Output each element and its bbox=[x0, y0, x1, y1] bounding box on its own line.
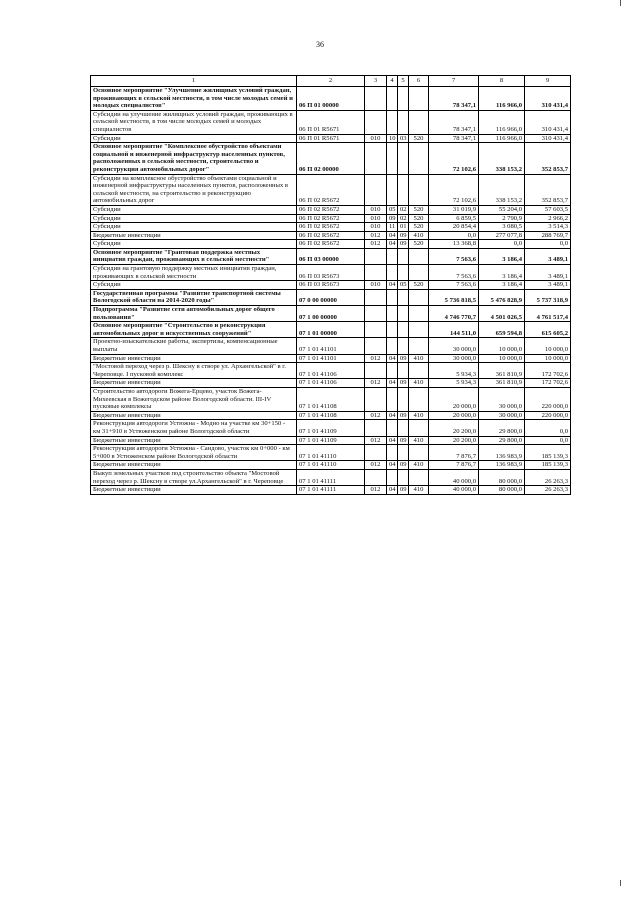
row-value-2021-cell: 10 000,0 bbox=[525, 354, 571, 363]
row-name-cell: Субсидии bbox=[91, 134, 297, 143]
row-section-cell: 04 bbox=[387, 354, 398, 363]
row-ved-cell bbox=[365, 306, 387, 322]
row-subsection-cell bbox=[398, 469, 409, 485]
row-type-cell: 410 bbox=[409, 411, 429, 420]
table-row bbox=[91, 248, 571, 264]
row-subsection-cell: 01 bbox=[398, 223, 409, 232]
row-name-cell: Бюджетные инвестиции bbox=[91, 436, 297, 445]
row-ved-cell: 012 bbox=[365, 486, 387, 495]
row-value-2019-cell: 78 347,1 bbox=[429, 87, 479, 111]
row-section-cell: 09 bbox=[387, 214, 398, 223]
row-section-cell bbox=[387, 338, 398, 354]
row-section-cell: 04 bbox=[387, 411, 398, 420]
row-name-cell: Строительство автодороги Вожега-Ерцево, участок Вожега-Михеевская в Вожегодском районе Вологодской области. III-IV пусковые комплексы bbox=[91, 387, 297, 411]
row-ved-cell: 012 bbox=[365, 411, 387, 420]
row-name-cell: Основное мероприятие "Комплексное обустройство объектами социальной и инженерной инфраструктур населенных пунктов, расположенных в сельской местности, строительство и реконструкция автомобильных дорог" bbox=[91, 143, 297, 174]
row-code-cell: 06 П 03 R5673 bbox=[297, 281, 365, 290]
table-row bbox=[91, 205, 571, 214]
row-code-cell: 06 П 02 R5672 bbox=[297, 214, 365, 223]
table-row bbox=[91, 281, 571, 290]
row-section-cell bbox=[387, 87, 398, 111]
column-header: 6 bbox=[409, 76, 429, 87]
row-type-cell: 520 bbox=[409, 134, 429, 143]
row-code-cell: 07 1 01 41106 bbox=[297, 363, 365, 379]
row-subsection-cell bbox=[398, 445, 409, 461]
row-section-cell bbox=[387, 363, 398, 379]
row-value-2021-cell: 185 139,3 bbox=[525, 461, 571, 470]
row-ved-cell: 010 bbox=[365, 205, 387, 214]
table-row bbox=[91, 214, 571, 223]
page-number: 36 bbox=[316, 40, 324, 49]
row-value-2021-cell: 172 702,6 bbox=[525, 379, 571, 388]
row-subsection-cell: 09 bbox=[398, 461, 409, 470]
row-value-2020-cell: 116 966,0 bbox=[479, 110, 525, 134]
row-value-2021-cell: 26 263,3 bbox=[525, 486, 571, 495]
row-value-2020-cell: 29 800,0 bbox=[479, 436, 525, 445]
row-value-2020-cell: 30 000,0 bbox=[479, 387, 525, 411]
row-type-cell bbox=[409, 420, 429, 436]
row-ved-cell bbox=[365, 87, 387, 111]
table-row bbox=[91, 231, 571, 240]
row-value-2019-cell: 30 000,0 bbox=[429, 354, 479, 363]
table-row bbox=[91, 306, 571, 322]
row-value-2021-cell: 0,0 bbox=[525, 240, 571, 249]
row-name-cell: Основное мероприятие "Улучшение жилищных условий граждан, проживающих в сельской местности, в том числе молодых семей и молодых специалистов" bbox=[91, 87, 297, 111]
row-section-cell bbox=[387, 248, 398, 264]
row-subsection-cell: 03 bbox=[398, 134, 409, 143]
row-value-2019-cell: 13 368,8 bbox=[429, 240, 479, 249]
row-subsection-cell bbox=[398, 363, 409, 379]
row-value-2021-cell: 172 702,6 bbox=[525, 363, 571, 379]
row-value-2021-cell: 288 769,7 bbox=[525, 231, 571, 240]
row-value-2019-cell: 30 000,0 bbox=[429, 338, 479, 354]
row-subsection-cell: 09 bbox=[398, 379, 409, 388]
row-name-cell: Выкуп земельных участков под строительство объекта "Мостовой переход через р. Шексну в створе ул.Архангельской" в г. Череповце bbox=[91, 469, 297, 485]
table-row bbox=[91, 174, 571, 205]
row-value-2019-cell: 0,0 bbox=[429, 231, 479, 240]
row-ved-cell bbox=[365, 143, 387, 174]
row-ved-cell: 012 bbox=[365, 354, 387, 363]
row-ved-cell: 012 bbox=[365, 231, 387, 240]
row-name-cell: Подпрограмма "Развитие сети автомобильных дорог общего пользования" bbox=[91, 306, 297, 322]
row-section-cell: 04 bbox=[387, 379, 398, 388]
row-type-cell bbox=[409, 469, 429, 485]
row-value-2020-cell: 80 000,0 bbox=[479, 469, 525, 485]
row-code-cell: 07 1 01 41108 bbox=[297, 411, 365, 420]
row-value-2019-cell: 78 347,1 bbox=[429, 134, 479, 143]
row-type-cell bbox=[409, 289, 429, 305]
row-name-cell: Государственная программа "Развитие транспортной системы Вологодской области на 2014-2020 годы" bbox=[91, 289, 297, 305]
row-code-cell: 06 П 01 00000 bbox=[297, 87, 365, 111]
column-header: 4 bbox=[387, 76, 398, 87]
row-type-cell: 410 bbox=[409, 436, 429, 445]
row-type-cell bbox=[409, 143, 429, 174]
row-value-2020-cell: 10 000,0 bbox=[479, 354, 525, 363]
row-section-cell: 05 bbox=[387, 205, 398, 214]
row-value-2020-cell: 2 790,9 bbox=[479, 214, 525, 223]
column-header: 2 bbox=[297, 76, 365, 87]
row-type-cell: 410 bbox=[409, 379, 429, 388]
row-ved-cell bbox=[365, 289, 387, 305]
row-value-2021-cell: 3 514,3 bbox=[525, 223, 571, 232]
row-ved-cell bbox=[365, 445, 387, 461]
scan-edge-mark bbox=[620, 880, 621, 886]
row-subsection-cell: 09 bbox=[398, 231, 409, 240]
row-name-cell: "Мостовой переход через р. Шексну в створе ул. Архангельской" в г. Череповце. I пусковой комплекс bbox=[91, 363, 297, 379]
row-value-2021-cell: 57 603,5 bbox=[525, 205, 571, 214]
row-value-2020-cell: 338 153,2 bbox=[479, 174, 525, 205]
row-section-cell: 04 bbox=[387, 436, 398, 445]
table-row bbox=[91, 322, 571, 338]
row-code-cell: 07 0 00 00000 bbox=[297, 289, 365, 305]
row-value-2019-cell: 78 347,1 bbox=[429, 110, 479, 134]
row-type-cell bbox=[409, 387, 429, 411]
row-type-cell: 410 bbox=[409, 231, 429, 240]
table-row bbox=[91, 223, 571, 232]
row-value-2020-cell: 0,0 bbox=[479, 240, 525, 249]
table-row bbox=[91, 110, 571, 134]
row-code-cell: 07 1 01 41109 bbox=[297, 420, 365, 436]
row-name-cell: Бюджетные инвестиции bbox=[91, 461, 297, 470]
row-subsection-cell bbox=[398, 248, 409, 264]
row-ved-cell: 012 bbox=[365, 461, 387, 470]
row-type-cell bbox=[409, 363, 429, 379]
row-value-2019-cell: 7 563,6 bbox=[429, 265, 479, 281]
row-ved-cell: 010 bbox=[365, 281, 387, 290]
table-row bbox=[91, 469, 571, 485]
row-value-2020-cell: 55 204,0 bbox=[479, 205, 525, 214]
row-value-2020-cell: 659 594,8 bbox=[479, 322, 525, 338]
row-code-cell: 06 П 02 R5672 bbox=[297, 240, 365, 249]
row-code-cell: 06 П 01 R5671 bbox=[297, 134, 365, 143]
row-ved-cell: 010 bbox=[365, 214, 387, 223]
row-value-2021-cell: 3 489,1 bbox=[525, 265, 571, 281]
table-row bbox=[91, 143, 571, 174]
table-row bbox=[91, 87, 571, 111]
row-value-2019-cell: 7 876,7 bbox=[429, 461, 479, 470]
column-header: 5 bbox=[398, 76, 409, 87]
row-type-cell bbox=[409, 265, 429, 281]
row-ved-cell bbox=[365, 248, 387, 264]
column-header: 9 bbox=[525, 76, 571, 87]
row-value-2019-cell: 144 511,0 bbox=[429, 322, 479, 338]
table-row bbox=[91, 265, 571, 281]
row-section-cell: 04 bbox=[387, 281, 398, 290]
row-ved-cell bbox=[365, 174, 387, 205]
row-value-2020-cell: 136 983,9 bbox=[479, 445, 525, 461]
table-row bbox=[91, 486, 571, 495]
row-section-cell: 10 bbox=[387, 134, 398, 143]
row-value-2019-cell: 72 102,6 bbox=[429, 143, 479, 174]
row-value-2021-cell: 220 000,0 bbox=[525, 387, 571, 411]
row-subsection-cell: 09 bbox=[398, 240, 409, 249]
row-name-cell: Бюджетные инвестиции bbox=[91, 231, 297, 240]
table-row bbox=[91, 445, 571, 461]
row-name-cell: Реконструкция автодороги Устюжна - Модно на участке км 30+150 - км 31+910 в Устюженском районе Вологодской области bbox=[91, 420, 297, 436]
table-row bbox=[91, 354, 571, 363]
row-subsection-cell bbox=[398, 110, 409, 134]
row-ved-cell: 012 bbox=[365, 240, 387, 249]
row-type-cell: 520 bbox=[409, 281, 429, 290]
row-section-cell bbox=[387, 387, 398, 411]
row-subsection-cell: 09 bbox=[398, 411, 409, 420]
row-name-cell: Субсидии на грантовую поддержку местных инициатив граждан, проживающих в сельской местности bbox=[91, 265, 297, 281]
row-value-2020-cell: 136 983,9 bbox=[479, 461, 525, 470]
row-name-cell: Бюджетные инвестиции bbox=[91, 411, 297, 420]
row-value-2020-cell: 80 000,0 bbox=[479, 486, 525, 495]
row-ved-cell bbox=[365, 338, 387, 354]
row-value-2021-cell: 26 263,3 bbox=[525, 469, 571, 485]
table-row bbox=[91, 379, 571, 388]
table-row bbox=[91, 411, 571, 420]
table-row bbox=[91, 338, 571, 354]
row-subsection-cell: 02 bbox=[398, 205, 409, 214]
row-name-cell: Субсидии bbox=[91, 223, 297, 232]
row-subsection-cell: 02 bbox=[398, 214, 409, 223]
table-row bbox=[91, 436, 571, 445]
row-name-cell: Субсидии bbox=[91, 240, 297, 249]
row-type-cell: 520 bbox=[409, 214, 429, 223]
row-section-cell bbox=[387, 143, 398, 174]
row-subsection-cell bbox=[398, 143, 409, 174]
budget-table bbox=[90, 75, 571, 495]
row-value-2019-cell: 31 019,9 bbox=[429, 205, 479, 214]
column-header: 7 bbox=[429, 76, 479, 87]
row-type-cell: 410 bbox=[409, 354, 429, 363]
row-section-cell bbox=[387, 174, 398, 205]
row-name-cell: Субсидии на комплексное обустройство объектами социальной и инженерной инфраструктуры населенных пунктов, расположенных в сельской местности, на строительство и реконструкцию автомобильных дорог bbox=[91, 174, 297, 205]
row-section-cell bbox=[387, 469, 398, 485]
row-code-cell: 06 П 02 R5672 bbox=[297, 231, 365, 240]
row-subsection-cell bbox=[398, 174, 409, 205]
row-code-cell: 06 П 01 R5671 bbox=[297, 110, 365, 134]
row-name-cell: Основное мероприятие "Строительство и реконструкция автомобильных дорог и искусственных сооружений" bbox=[91, 322, 297, 338]
row-code-cell: 06 П 02 R5672 bbox=[297, 174, 365, 205]
row-ved-cell bbox=[365, 387, 387, 411]
table-row bbox=[91, 420, 571, 436]
row-section-cell bbox=[387, 445, 398, 461]
row-value-2021-cell: 10 000,0 bbox=[525, 338, 571, 354]
row-value-2020-cell: 5 476 828,9 bbox=[479, 289, 525, 305]
row-subsection-cell: 09 bbox=[398, 436, 409, 445]
row-code-cell: 06 П 03 R5673 bbox=[297, 265, 365, 281]
row-ved-cell bbox=[365, 420, 387, 436]
row-name-cell: Бюджетные инвестиции bbox=[91, 379, 297, 388]
row-section-cell bbox=[387, 322, 398, 338]
row-section-cell bbox=[387, 289, 398, 305]
row-code-cell: 07 1 01 41101 bbox=[297, 338, 365, 354]
row-name-cell: Субсидии bbox=[91, 214, 297, 223]
row-name-cell: Реконструкция автодороги Устюжна - Сандово, участок км 0+000 - км 5+000 в Устюженском районе Вологодской области bbox=[91, 445, 297, 461]
row-ved-cell: 010 bbox=[365, 223, 387, 232]
row-subsection-cell bbox=[398, 87, 409, 111]
row-value-2020-cell: 361 810,9 bbox=[479, 379, 525, 388]
table-row bbox=[91, 387, 571, 411]
row-value-2021-cell: 185 139,3 bbox=[525, 445, 571, 461]
row-value-2020-cell: 10 000,0 bbox=[479, 338, 525, 354]
row-value-2021-cell: 3 489,1 bbox=[525, 248, 571, 264]
row-ved-cell bbox=[365, 363, 387, 379]
row-section-cell bbox=[387, 265, 398, 281]
row-code-cell: 07 1 00 00000 bbox=[297, 306, 365, 322]
row-code-cell: 07 1 01 41111 bbox=[297, 469, 365, 485]
row-subsection-cell bbox=[398, 265, 409, 281]
row-value-2020-cell: 3 080,5 bbox=[479, 223, 525, 232]
row-section-cell: 04 bbox=[387, 240, 398, 249]
row-subsection-cell bbox=[398, 289, 409, 305]
row-value-2021-cell: 0,0 bbox=[525, 436, 571, 445]
row-type-cell: 410 bbox=[409, 486, 429, 495]
column-header: 1 bbox=[91, 76, 297, 87]
row-value-2020-cell: 29 800,0 bbox=[479, 420, 525, 436]
column-header: 3 bbox=[365, 76, 387, 87]
row-code-cell: 07 1 01 41110 bbox=[297, 461, 365, 470]
row-name-cell: Субсидии bbox=[91, 205, 297, 214]
row-type-cell bbox=[409, 110, 429, 134]
row-value-2019-cell: 40 000,0 bbox=[429, 486, 479, 495]
row-value-2019-cell: 5 934,3 bbox=[429, 379, 479, 388]
table-body bbox=[91, 87, 571, 495]
row-ved-cell: 010 bbox=[365, 134, 387, 143]
row-section-cell bbox=[387, 420, 398, 436]
row-type-cell: 520 bbox=[409, 223, 429, 232]
row-value-2020-cell: 3 186,4 bbox=[479, 248, 525, 264]
row-name-cell: Бюджетные инвестиции bbox=[91, 354, 297, 363]
row-code-cell: 07 1 01 00000 bbox=[297, 322, 365, 338]
row-code-cell: 07 1 01 41108 bbox=[297, 387, 365, 411]
row-section-cell: 04 bbox=[387, 231, 398, 240]
row-code-cell: 06 П 02 R5672 bbox=[297, 223, 365, 232]
table-row bbox=[91, 461, 571, 470]
row-ved-cell bbox=[365, 469, 387, 485]
row-name-cell: Основное мероприятие "Грантовая поддержка местных инициатив граждан, проживающих в сельской местности" bbox=[91, 248, 297, 264]
row-type-cell bbox=[409, 248, 429, 264]
row-name-cell: Субсидии bbox=[91, 281, 297, 290]
row-type-cell bbox=[409, 445, 429, 461]
row-ved-cell: 012 bbox=[365, 436, 387, 445]
row-value-2021-cell: 3 489,1 bbox=[525, 281, 571, 290]
row-value-2021-cell: 352 853,7 bbox=[525, 174, 571, 205]
row-value-2021-cell: 4 761 517,4 bbox=[525, 306, 571, 322]
row-value-2021-cell: 310 431,4 bbox=[525, 134, 571, 143]
row-value-2020-cell: 361 810,9 bbox=[479, 363, 525, 379]
row-ved-cell bbox=[365, 110, 387, 134]
row-name-cell: Субсидии на улучшение жилищных условий граждан, проживающих в сельской местности, в том числе молодых семей и молодых специалистов bbox=[91, 110, 297, 134]
row-type-cell: 520 bbox=[409, 240, 429, 249]
row-name-cell: Проектно-изыскательские работы, экспертизы, компенсационные выплаты bbox=[91, 338, 297, 354]
row-value-2019-cell: 7 563,6 bbox=[429, 281, 479, 290]
row-section-cell: 04 bbox=[387, 486, 398, 495]
row-section-cell: 04 bbox=[387, 461, 398, 470]
row-subsection-cell: 09 bbox=[398, 486, 409, 495]
row-value-2019-cell: 20 000,0 bbox=[429, 387, 479, 411]
row-ved-cell bbox=[365, 322, 387, 338]
table-row bbox=[91, 363, 571, 379]
row-section-cell bbox=[387, 306, 398, 322]
row-value-2020-cell: 116 966,0 bbox=[479, 87, 525, 111]
row-value-2021-cell: 220 000,0 bbox=[525, 411, 571, 420]
row-value-2020-cell: 4 501 026,5 bbox=[479, 306, 525, 322]
row-value-2021-cell: 310 431,4 bbox=[525, 87, 571, 111]
row-value-2021-cell: 615 605,2 bbox=[525, 322, 571, 338]
row-value-2021-cell: 0,0 bbox=[525, 420, 571, 436]
row-code-cell: 07 1 01 41110 bbox=[297, 445, 365, 461]
row-subsection-cell: 09 bbox=[398, 354, 409, 363]
row-value-2020-cell: 3 186,4 bbox=[479, 281, 525, 290]
row-value-2021-cell: 5 737 318,9 bbox=[525, 289, 571, 305]
row-ved-cell bbox=[365, 265, 387, 281]
row-value-2020-cell: 116 966,0 bbox=[479, 134, 525, 143]
row-subsection-cell bbox=[398, 338, 409, 354]
row-type-cell bbox=[409, 322, 429, 338]
row-value-2020-cell: 3 186,4 bbox=[479, 265, 525, 281]
row-value-2020-cell: 338 153,2 bbox=[479, 143, 525, 174]
row-type-cell bbox=[409, 174, 429, 205]
row-section-cell bbox=[387, 110, 398, 134]
row-type-cell bbox=[409, 87, 429, 111]
row-subsection-cell bbox=[398, 322, 409, 338]
table-row bbox=[91, 240, 571, 249]
row-value-2020-cell: 30 000,0 bbox=[479, 411, 525, 420]
row-code-cell: 06 П 03 00000 bbox=[297, 248, 365, 264]
table-row bbox=[91, 134, 571, 143]
row-value-2019-cell: 20 200,0 bbox=[429, 420, 479, 436]
row-value-2019-cell: 7 876,7 bbox=[429, 445, 479, 461]
row-ved-cell: 012 bbox=[365, 379, 387, 388]
row-value-2020-cell: 277 077,8 bbox=[479, 231, 525, 240]
row-type-cell: 410 bbox=[409, 461, 429, 470]
row-value-2019-cell: 40 000,0 bbox=[429, 469, 479, 485]
row-code-cell: 07 1 01 41101 bbox=[297, 354, 365, 363]
table-header-row bbox=[91, 76, 571, 87]
column-header: 8 bbox=[479, 76, 525, 87]
row-type-cell bbox=[409, 338, 429, 354]
row-code-cell: 06 П 02 00000 bbox=[297, 143, 365, 174]
row-value-2019-cell: 5 934,3 bbox=[429, 363, 479, 379]
table-row bbox=[91, 289, 571, 305]
row-value-2021-cell: 352 853,7 bbox=[525, 143, 571, 174]
row-value-2019-cell: 20 854,4 bbox=[429, 223, 479, 232]
row-code-cell: 07 1 01 41109 bbox=[297, 436, 365, 445]
scan-edge-mark bbox=[620, 0, 621, 6]
row-subsection-cell bbox=[398, 387, 409, 411]
row-value-2019-cell: 4 746 770,7 bbox=[429, 306, 479, 322]
row-subsection-cell bbox=[398, 420, 409, 436]
row-name-cell: Бюджетные инвестиции bbox=[91, 486, 297, 495]
row-value-2021-cell: 2 966,2 bbox=[525, 214, 571, 223]
row-value-2019-cell: 72 102,6 bbox=[429, 174, 479, 205]
row-code-cell: 07 1 01 41111 bbox=[297, 486, 365, 495]
row-value-2019-cell: 20 000,0 bbox=[429, 411, 479, 420]
row-value-2021-cell: 310 431,4 bbox=[525, 110, 571, 134]
row-type-cell bbox=[409, 306, 429, 322]
row-code-cell: 06 П 02 R5672 bbox=[297, 205, 365, 214]
row-value-2019-cell: 6 859,5 bbox=[429, 214, 479, 223]
row-value-2019-cell: 20 200,0 bbox=[429, 436, 479, 445]
row-type-cell: 520 bbox=[409, 205, 429, 214]
row-subsection-cell bbox=[398, 306, 409, 322]
row-value-2019-cell: 7 563,6 bbox=[429, 248, 479, 264]
row-code-cell: 07 1 01 41106 bbox=[297, 379, 365, 388]
row-value-2019-cell: 5 736 818,5 bbox=[429, 289, 479, 305]
row-subsection-cell: 05 bbox=[398, 281, 409, 290]
row-section-cell: 11 bbox=[387, 223, 398, 232]
